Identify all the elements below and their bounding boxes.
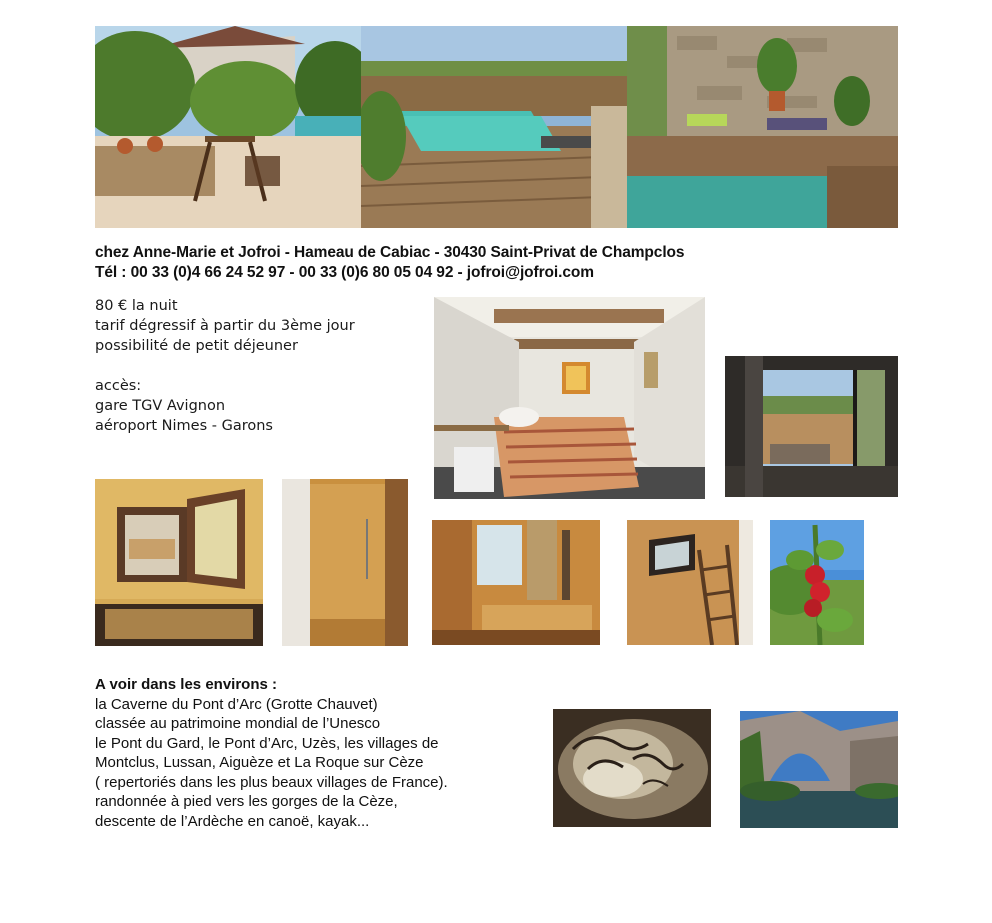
address-line: chez Anne-Marie et Jofroi - Hameau de Cabiac - 30430 Saint-Privat de Champclos — [95, 244, 685, 261]
photo-interior-window — [95, 479, 263, 646]
photo-stone-wall-terrace — [627, 26, 898, 228]
access-airport: aéroport Nimes - Garons — [95, 418, 273, 434]
access-label: accès: — [95, 378, 142, 394]
access-train: gare TGV Avignon — [95, 398, 226, 414]
photo-bathroom-sink — [432, 520, 600, 645]
photo-shower — [282, 479, 408, 646]
photo-terrace-table — [95, 26, 361, 228]
surroundings-line: randonnée à pied vers les gorges de la Cèze, — [95, 793, 398, 810]
photo-ladder-mirror — [627, 520, 753, 645]
info-block — [95, 296, 355, 436]
surroundings-line: le Pont du Gard, le Pont d’Arc, Uzès, les villages de — [95, 734, 439, 752]
photo-window-view — [725, 356, 898, 497]
surroundings-line: Montclus, Lussan, Aiguèze et La Roque sur Cèze — [95, 754, 424, 771]
contact-line: Tél : 00 33 (0)4 66 24 52 97 - 00 33 (0)6 80 05 04 92 - jofroi@jofroi.com — [95, 264, 594, 281]
photo-pont-d-arc — [740, 711, 898, 828]
breakfast-text: possibilité de petit déjeuner — [95, 338, 298, 354]
surroundings-line: ( repertoriés dans les plus beaux villages de France). — [95, 773, 448, 791]
photo-bedroom — [434, 297, 705, 499]
surroundings-line: classée au patrimoine mondial de l’Unesco — [95, 715, 381, 732]
surroundings-line: la Caverne du Pont d’Arc (Grotte Chauvet) — [95, 695, 378, 713]
photo-pool-deck — [361, 26, 627, 228]
photo-cave-painting — [553, 709, 711, 827]
surroundings-line: descente de l’Ardèche en canoë, kayak... — [95, 812, 370, 830]
photo-hollyhock — [770, 520, 864, 645]
surroundings-title: A voir dans les environs : — [95, 676, 277, 693]
discount-text: tarif dégressif à partir du 3ème jour — [95, 318, 355, 334]
surroundings-block — [95, 675, 448, 831]
price-text: 80 € la nuit — [95, 298, 178, 314]
